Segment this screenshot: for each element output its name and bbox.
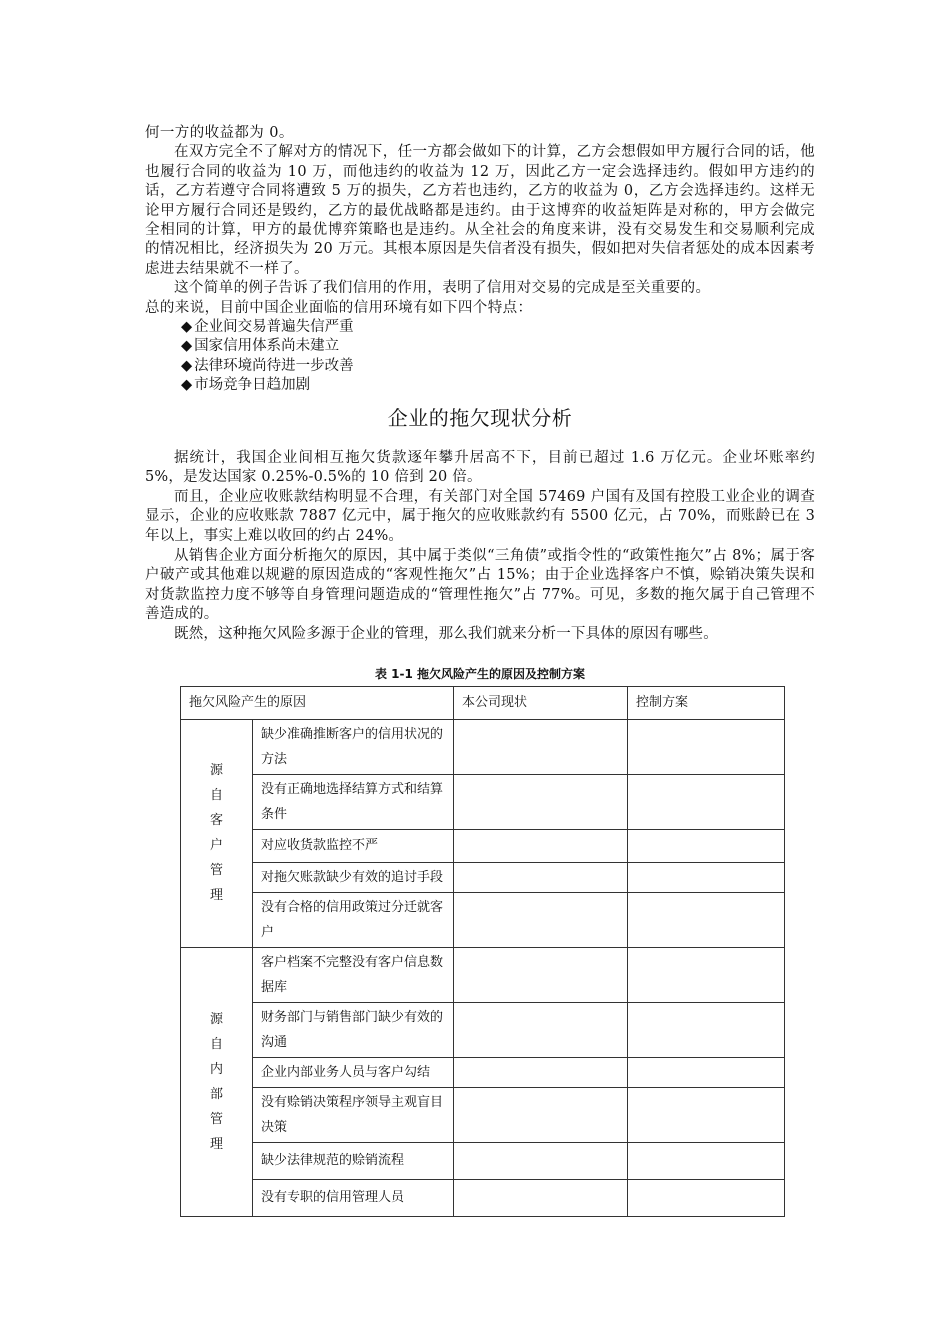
plan-cell[interactable]: [628, 1179, 785, 1216]
document-page: [145, 124, 815, 1217]
feature-item: ◆ 国家信用体系尚未建立: [181, 337, 815, 356]
plan-cell[interactable]: [628, 774, 785, 829]
cause-cell: 没有赊销决策程序领导主观盲目决策: [253, 1087, 454, 1142]
cause-cell: 财务部门与销售部门缺少有效的沟通: [253, 1002, 454, 1057]
table-row: [181, 719, 785, 774]
paragraph-statistics: 据统计，我国企业间相互拖欠货款逐年攀升居高不下，目前已超过 1.6 万亿元。企业坏账率约 5%，是发达国家 0.25%-0.5%的 10 倍到 20 倍。: [145, 449, 815, 486]
table-row: [181, 829, 785, 862]
paragraph-intro-tail: 何一方的收益都为 0。: [145, 125, 294, 141]
table-row: [181, 1179, 785, 1216]
cause-cell: 对应收货款监控不严: [253, 829, 454, 862]
table-row: [181, 947, 785, 1002]
paragraph-causes: 从销售企业方面分析拖欠的原因，其中属于类似“三角债”或指令性的“政策性拖欠”占 8%；属于客户破产或其他难以规避的原因造成的“客观性拖欠”占 15%；由于企业选择客户不慎，赊销决策失误和对货款监控力度不够等自身管理问题造成的“管理性拖欠”占 77%。可见，多数的拖欠属于自己管理不善造成的。: [145, 547, 815, 623]
plan-cell[interactable]: [628, 719, 785, 774]
paragraph-features-intro: 总的来说，目前中国企业面临的信用环境有如下四个特点：: [145, 299, 533, 316]
status-cell[interactable]: [454, 892, 628, 947]
feature-list: [145, 318, 815, 396]
status-cell[interactable]: [454, 1002, 628, 1057]
table-row: [181, 1057, 785, 1087]
status-cell[interactable]: [454, 1087, 628, 1142]
section-title: 企业的拖欠现状分析: [387, 405, 573, 430]
header-plan: 控制方案: [628, 686, 785, 719]
paragraph-receivables: 而且，企业应收账款结构明显不合理，有关部门对全国 57469 户国有及国有控股工业企业的调查显示，企业的应收账款 7887 亿元中，属于拖欠的应收账款约有 5500 亿元，占 70%，而账龄已在 3 年以上，事实上难以收回的约占 24%。: [145, 488, 815, 545]
group-customer-management: 源 自 客 户 管 理: [181, 719, 253, 947]
status-cell[interactable]: [454, 862, 628, 892]
cause-cell: 客户档案不完整没有客户信息数据库: [253, 947, 454, 1002]
status-cell[interactable]: [454, 719, 628, 774]
paragraph-conclusion: 既然，这种拖欠风险多源于企业的管理，那么我们就来分析一下具体的原因有哪些。: [174, 626, 718, 643]
table-header-row: [181, 686, 785, 719]
header-cause: 拖欠风险产生的原因: [181, 686, 454, 719]
plan-cell[interactable]: [628, 1087, 785, 1142]
plan-cell[interactable]: [628, 829, 785, 862]
paragraph-credit-role: 这个简单的例子告诉了我们信用的作用，表明了信用对交易的完成是至关重要的。: [174, 280, 711, 297]
cause-cell: 没有合格的信用政策过分迁就客户: [253, 892, 454, 947]
risk-table: [180, 686, 785, 1217]
feature-item: ◆ 市场竞争日趋加剧: [181, 376, 815, 395]
group-internal-management: 源 自 内 部 管 理: [181, 947, 253, 1216]
status-cell[interactable]: [454, 774, 628, 829]
cause-cell: 缺少法律规范的赊销流程: [253, 1142, 454, 1179]
feature-item: ◆ 企业间交易普遍失信严重: [181, 318, 815, 337]
cause-cell: 没有正确地选择结算方式和结算条件: [253, 774, 454, 829]
cause-cell: 缺少准确推断客户的信用状况的方法: [253, 719, 454, 774]
plan-cell[interactable]: [628, 892, 785, 947]
table-caption: 表 1-1 拖欠风险产生的原因及控制方案: [374, 666, 586, 681]
feature-item: ◆ 法律环境尚待进一步改善: [181, 357, 815, 376]
table-row: [181, 1087, 785, 1142]
status-cell[interactable]: [454, 1142, 628, 1179]
status-cell[interactable]: [454, 1179, 628, 1216]
cause-cell: 对拖欠账款缺少有效的追讨手段: [253, 862, 454, 892]
plan-cell[interactable]: [628, 1057, 785, 1087]
status-cell[interactable]: [454, 1057, 628, 1087]
cause-cell: 企业内部业务人员与客户勾结: [253, 1057, 454, 1087]
paragraph-game-analysis: 在双方完全不了解对方的情况下，任一方都会做如下的计算，乙方会想假如甲方履行合同的话，他也履行合同的收益为 10 万，而他违约的收益为 12 万，因此乙方一定会选择违约。假如甲方违约的话，乙方若遵守合同将遭致 5 万的损失，乙方若也违约，乙方的收益为 0，乙方会选择违约。这样无论甲方履行合同还是毁约，乙方的最优战略都是违约。由于这博弈的收益矩阵是对称的，甲方会做完全相同的计算，甲方的最优博弈策略也是违约。从全社会的角度来讲，没有交易发生和交易顺利完成的情况相比，经济损失为 20 万元。其根本原因是失信者没有损失，假如把对失信者惩处的成本因素考虑进去结果就不一样了。: [145, 144, 815, 277]
cause-cell: 没有专职的信用管理人员: [253, 1179, 454, 1216]
plan-cell[interactable]: [628, 1002, 785, 1057]
status-cell[interactable]: [454, 829, 628, 862]
status-cell[interactable]: [454, 947, 628, 1002]
table-row: [181, 1142, 785, 1179]
plan-cell[interactable]: [628, 947, 785, 1002]
header-status: 本公司现状: [454, 686, 628, 719]
table-row: [181, 1002, 785, 1057]
table-row: [181, 774, 785, 829]
plan-cell[interactable]: [628, 862, 785, 892]
plan-cell[interactable]: [628, 1142, 785, 1179]
table-row: [181, 862, 785, 892]
table-row: [181, 892, 785, 947]
